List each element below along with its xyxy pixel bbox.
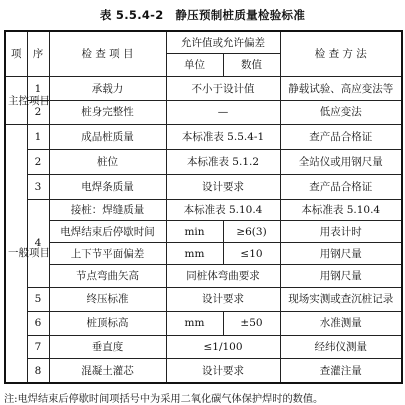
row-unit: mm — [166, 243, 223, 265]
header-allowance: 允许值或允许偏差 — [166, 31, 280, 54]
table-row — [5, 335, 402, 359]
header-value: 数值 — [223, 54, 280, 77]
table-row — [5, 359, 402, 383]
table-row — [5, 221, 402, 243]
table-row — [5, 199, 402, 221]
row-no: 2 — [27, 149, 49, 174]
header-seq: 序 — [27, 31, 49, 77]
header-check-item: 检 查 项 目 — [49, 31, 166, 77]
row-spec: 设计要求 — [166, 174, 280, 199]
row-method: 用钢尺量 — [280, 265, 402, 288]
row-value: ±50 — [223, 311, 280, 335]
table-row — [5, 287, 402, 311]
row-method: 全站仪或用钢尺量 — [280, 149, 402, 174]
row-item: 接桩：焊缝质量 — [49, 199, 166, 221]
row-method: 经纬仪测量 — [280, 335, 402, 359]
row-spec: 本标准表 5.10.4 — [166, 199, 280, 221]
row-no: 1 — [27, 77, 49, 101]
row-spec: 同桩体弯曲要求 — [166, 265, 280, 288]
row-method: 用钢尺量 — [280, 243, 402, 265]
row-item: 桩位 — [49, 149, 166, 174]
table-note: 注:电焊结束后停歇时间项括号中为采用二氧化碳气体保护焊时的数值。 — [4, 394, 324, 405]
row-item: 混凝土灌芯 — [49, 359, 166, 383]
row-unit: mm — [166, 311, 223, 335]
row-item: 垂直度 — [49, 335, 166, 359]
header-item: 项 — [5, 31, 27, 77]
quality-standard-table — [4, 30, 403, 384]
row-item: 上下节平面偏差 — [49, 243, 166, 265]
row-method: 查灌注量 — [280, 359, 402, 383]
row-method: 低应变法 — [280, 101, 402, 125]
row-item: 电焊条质量 — [49, 174, 166, 199]
row-no: 8 — [27, 359, 49, 383]
row-value: ≤10 — [223, 243, 280, 265]
row-spec: 本标准表 5.5.4-1 — [166, 124, 280, 149]
row-method: 本标准表 5.10.4 — [280, 199, 402, 221]
row-item: 桩顶标高 — [49, 311, 166, 335]
row-item: 节点弯曲矢高 — [49, 265, 166, 288]
header-unit: 单位 — [166, 54, 223, 77]
header-method: 检 查 方 法 — [280, 31, 402, 77]
table-row — [5, 265, 402, 288]
row-spec: ≤1/100 — [166, 335, 280, 359]
row-no: 4 — [27, 199, 49, 287]
table-row — [5, 149, 402, 174]
table-row — [5, 124, 402, 149]
table-row — [5, 243, 402, 265]
table-row — [5, 77, 402, 101]
row-spec: — — [166, 101, 280, 125]
row-unit: min — [166, 221, 223, 243]
row-method: 水准测量 — [280, 311, 402, 335]
row-no: 1 — [27, 124, 49, 149]
group-main: 主控项目 — [5, 77, 27, 125]
row-no: 5 — [27, 287, 49, 311]
table-row — [5, 174, 402, 199]
row-item: 承载力 — [49, 77, 166, 101]
row-no: 7 — [27, 335, 49, 359]
table-title: 表 5.5.4-2 静压预制桩质量检验标准 — [99, 8, 306, 22]
row-spec: 本标准表 5.1.2 — [166, 149, 280, 174]
row-item: 成品桩质量 — [49, 124, 166, 149]
row-value: ≥6(3) — [223, 221, 280, 243]
row-method: 用表计时 — [280, 221, 402, 243]
row-item: 终压标准 — [49, 287, 166, 311]
row-no: 3 — [27, 174, 49, 199]
row-spec: 设计要求 — [166, 359, 280, 383]
row-no: 2 — [27, 101, 49, 125]
row-method: 静载试验、高应变法等 — [280, 77, 402, 101]
table-row — [5, 311, 402, 335]
group-general: 一般项目 — [5, 124, 27, 383]
row-item: 桩身完整性 — [49, 101, 166, 125]
row-method: 现场实测或查沉桩记录 — [280, 287, 402, 311]
row-no: 6 — [27, 311, 49, 335]
row-method: 查产品合格证 — [280, 124, 402, 149]
row-spec: 不小于设计值 — [166, 77, 280, 101]
row-item: 电焊结束后停歇时间 — [49, 221, 166, 243]
row-spec: 设计要求 — [166, 287, 280, 311]
table-row — [5, 101, 402, 125]
row-method: 查产品合格证 — [280, 174, 402, 199]
